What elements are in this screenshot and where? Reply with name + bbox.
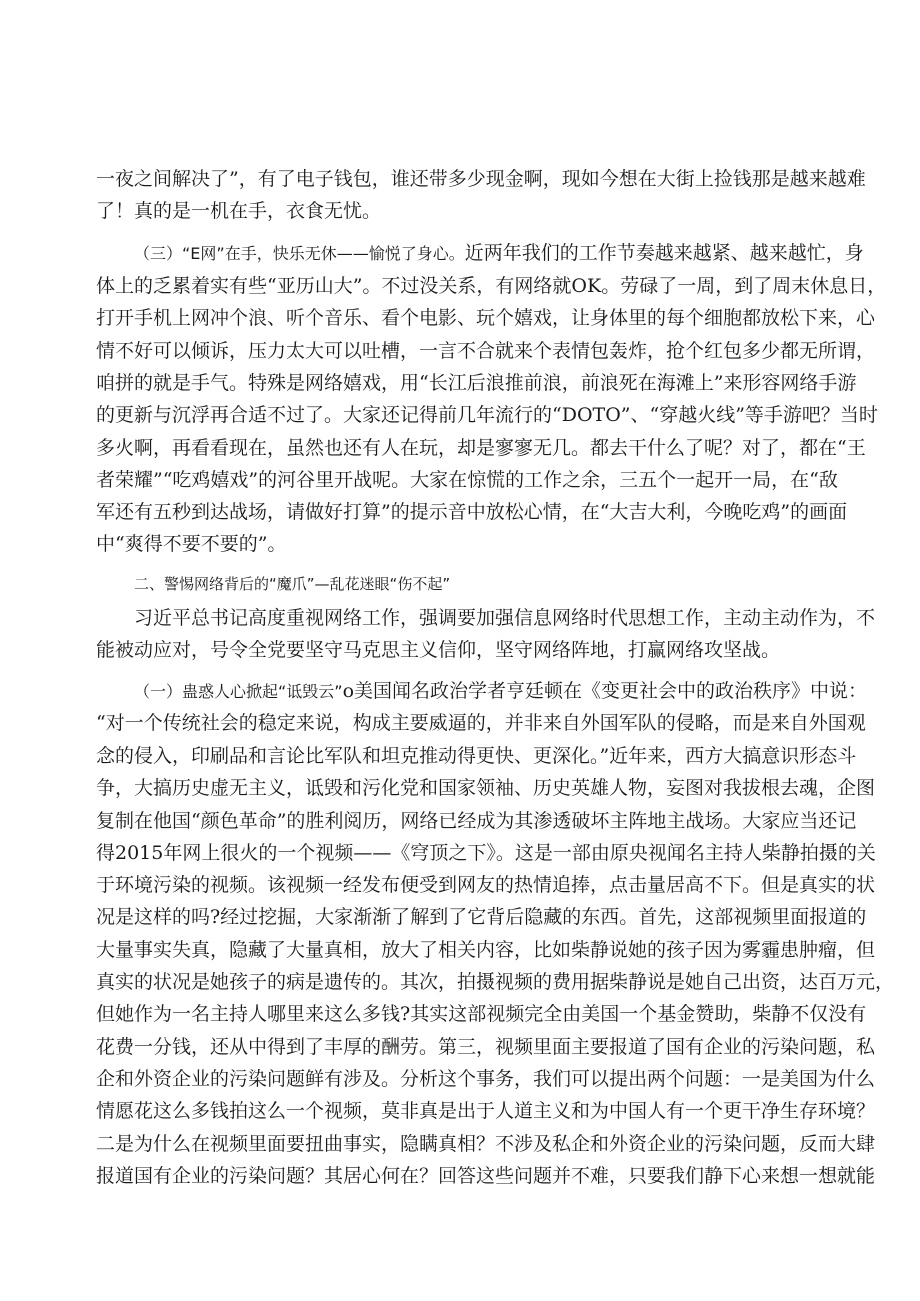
paragraph-4-line: “对一个传统社会的稳定来说，构成主要威逼的，并非来自外国军队的侵略，而是来自外国观: [96, 712, 866, 734]
paragraph-4-line: 况是这样的吗?经过挖掘，大家渐渐了解到了它背后隐藏的东西。首先，这部视频里面报道的: [96, 906, 867, 928]
section-3-lead: （三）“E网”在手，快乐无休——愉悦了身心。: [134, 244, 465, 263]
paragraph-2-first-line: [134, 240, 864, 267]
paragraph-4-text: o美国闻名政治学者亨廷顿在《变更社会中的政治秩序》中说：: [342, 680, 868, 702]
paragraph-4-line: 真实的状况是她孩子的病是遗传的。其次，拍摄视频的费用据柴静说是她自己出资，达百万元，: [96, 971, 895, 993]
paragraph-2-line: 军还有五秒到达战场，请做好打算”的提示音中放松心情，在“大吉大利，今晚吃鸡”的画面: [96, 501, 848, 523]
paragraph-2-line: 多火啊，再看看现在，虽然也还有人在玩，却是寥寥无几。都去干什么了呢？对了，都在“王: [96, 437, 866, 459]
paragraph-4-line: 复制在他国“颜色革命”的胜利阅历，网络已经成为其渗透破坏主阵地主战场。大家应当还记: [96, 810, 857, 832]
paragraph-2-text: 近两年我们的工作节奏越来越紧、越来越忙，身: [464, 242, 864, 264]
paragraph-2-line: 者荣耀”“吃鸡嬉戏”的河谷里开战呢。大家在惊慌的工作之余，三五个一起开一局，在“敌: [96, 469, 838, 491]
paragraph-3-line: 习近平总书记高度重视网络工作，强调要加强信息网络时代思想工作，主动主动作为，不: [134, 607, 876, 629]
paragraph-2-line: 中“爽得不要不要的”。: [96, 533, 287, 555]
paragraph-3-line: 能被动应对，号令全党要坚守马克思主义信仰，坚守网络阵地，打赢网络攻坚战。: [96, 639, 781, 661]
section-2-1-lead: （一）蛊惑人心掀起“诋毁云”: [134, 682, 343, 701]
paragraph-1-line: 了！真的是一机在手，衣食无忧。: [96, 200, 382, 222]
paragraph-2-line: 情不好可以倾诉，压力太大可以吐槽，一言不合就来个表情包轰炸，抢个红包多少都无所谓，: [96, 340, 876, 362]
paragraph-4-line: 二是为什么在视频里面要扭曲事实，隐瞒真相？不涉及私企和外资企业的污染问题，反而大肆: [96, 1133, 876, 1155]
paragraph-4-line: 于环境污染的视频。该视频一经发布便受到网友的热情追捧，点击量居高不下。但是真实的状: [96, 874, 876, 896]
paragraph-4-line: 花费一分钱，还从中得到了丰厚的酬劳。第三，视频里面主要报道了国有企业的污染问题，私: [96, 1036, 876, 1058]
paragraph-4-line: 企和外资企业的污染问题鲜有涉及。分析这个事务，我们可以提出两个问题：一是美国为什么: [96, 1068, 876, 1090]
paragraph-2-line: 体上的乏累着实有些“亚历山大”。不过没关系，有网络就OK。劳碌了一周，到了周末休息日，: [96, 275, 887, 297]
paragraph-4-line: 得2015年网上很火的一个视频——《穹顶之下》。这是一部由原央视闻名主持人柴静拍摄的关: [96, 842, 876, 864]
paragraph-4-line: 念的侵入，印刷品和言论比军队和坦克推动得更快、更深化。”近年来，西方大搞意识形态斗: [96, 745, 857, 767]
paragraph-2-line: 打开手机上网冲个浪、听个音乐、看个电影、玩个嬉戏，让身体里的每个细胞都放松下来，心: [96, 307, 876, 329]
paragraph-4-line: 情愿花这么多钱拍这么一个视频，莫非真是出于人道主义和为中国人有一个更干净生存环境？: [96, 1100, 876, 1122]
paragraph-4-line: 争，大搞历史虚无主义，诋毁和污化党和国家领袖、历史英雄人物，妄图对我拔根去魂，企图: [96, 777, 876, 799]
section-heading-2: 二、警惕网络背后的“魔爪”—乱花迷眼“伤不起”: [134, 575, 451, 593]
paragraph-4-line: 报道国有企业的污染问题？其居心何在？回答这些问题并不难，只要我们静下心来想一想就能: [96, 1165, 876, 1187]
paragraph-4-line: 大量事实失真，隐藏了大量真相，放大了相关内容，比如柴静说她的孩子因为雾霾患肿瘤，但: [96, 939, 876, 961]
paragraph-4-line: 但她作为一名主持人哪里来这么多钱?其实这部视频完全由美国一个基金赞助，柴静不仅没有: [96, 1003, 867, 1025]
paragraph-2-line: 咱拼的就是手气。特殊是网络嬉戏，用“长江后浪推前浪，前浪死在海滩上”来形容网络手游: [96, 372, 857, 394]
paragraph-1-line: 一夜之间解决了”，有了电子钱包，谁还带多少现金啊，现如今想在大街上捡钱那是越来越难: [96, 168, 866, 190]
paragraph-2-line: 的更新与沉浮再合适不过了。大家还记得前几年流行的“DOTO”、“穿越火线”等手游吧？当时: [96, 404, 878, 426]
paragraph-4-first-line: [134, 678, 868, 705]
